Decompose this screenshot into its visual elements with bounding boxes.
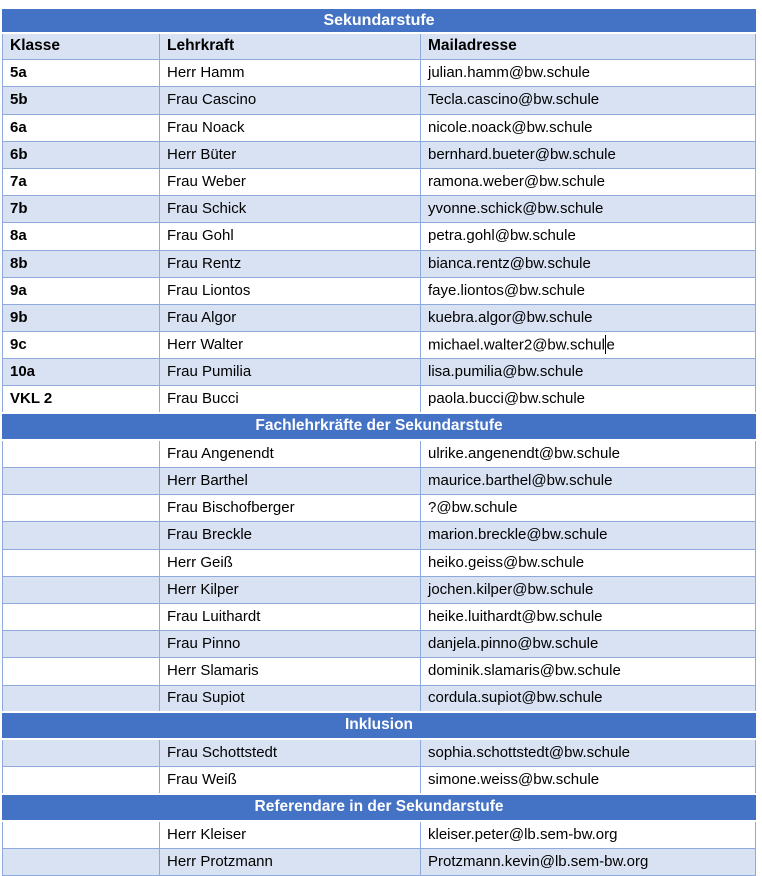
klasse-cell[interactable]: 8b — [3, 250, 160, 277]
table-row — [3, 522, 756, 549]
mail-cell[interactable]: faye.liontos@bw.schule — [421, 277, 756, 304]
klasse-cell[interactable]: 6a — [3, 114, 160, 141]
mail-cell[interactable]: michael.walter2@bw.schul e — [421, 332, 756, 359]
klasse-cell[interactable]: 9a — [3, 277, 160, 304]
mail-cell[interactable]: kuebra.algor@bw.schule — [421, 304, 756, 331]
text-cursor — [605, 335, 607, 354]
klasse-cell[interactable] — [3, 440, 160, 467]
table-row — [3, 168, 756, 195]
lehrkraft-cell[interactable]: Frau Weber — [160, 168, 421, 195]
table-body — [3, 10, 756, 876]
mail-cell[interactable]: heike.luithardt@bw.schule — [421, 603, 756, 630]
klasse-cell[interactable] — [3, 739, 160, 766]
table-row — [3, 60, 756, 87]
lehrkraft-cell[interactable]: Frau Angenendt — [160, 440, 421, 467]
mail-cell[interactable]: cordula.supiot@bw.schule — [421, 685, 756, 712]
klasse-cell[interactable]: 10a — [3, 359, 160, 386]
section-header-row — [3, 413, 756, 440]
mail-cell[interactable]: jochen.kilper@bw.schule — [421, 576, 756, 603]
lehrkraft-cell[interactable]: Herr Protzmann — [160, 848, 421, 875]
table-row — [3, 739, 756, 766]
table-row — [3, 196, 756, 223]
mail-cell[interactable]: ramona.weber@bw.schule — [421, 168, 756, 195]
section-header[interactable]: Fachlehrkräfte der Sekundarstufe — [3, 413, 756, 440]
table-row — [3, 468, 756, 495]
mail-cell[interactable]: bernhard.bueter@bw.schule — [421, 141, 756, 168]
lehrkraft-cell[interactable]: Frau Gohl — [160, 223, 421, 250]
klasse-cell[interactable]: 5b — [3, 87, 160, 114]
lehrkraft-cell[interactable]: Herr Slamaris — [160, 658, 421, 685]
section-header-row — [3, 712, 756, 739]
klasse-cell[interactable] — [3, 848, 160, 875]
klasse-cell[interactable] — [3, 821, 160, 848]
lehrkraft-cell[interactable]: Frau Liontos — [160, 277, 421, 304]
mail-cell[interactable]: Protzmann.kevin@lb.sem-bw.org — [421, 848, 756, 875]
column-header-row — [3, 33, 756, 60]
klasse-cell[interactable] — [3, 576, 160, 603]
lehrkraft-cell[interactable]: Frau Algor — [160, 304, 421, 331]
mail-cell[interactable]: paola.bucci@bw.schule — [421, 386, 756, 413]
mail-cell[interactable]: kleiser.peter@lb.sem-bw.org — [421, 821, 756, 848]
lehrkraft-cell[interactable]: Frau Breckle — [160, 522, 421, 549]
lehrkraft-cell[interactable]: Frau Weiß — [160, 767, 421, 794]
mail-cell[interactable]: Tecla.cascino@bw.schule — [421, 87, 756, 114]
klasse-cell[interactable]: VKL 2 — [3, 386, 160, 413]
section-header[interactable]: Referendare in der Sekundarstufe — [3, 794, 756, 821]
klasse-cell[interactable]: 7b — [3, 196, 160, 223]
table-row — [3, 495, 756, 522]
table-row — [3, 250, 756, 277]
table-row — [3, 332, 756, 359]
column-header-lehrkraft[interactable]: Lehrkraft — [160, 33, 421, 60]
klasse-cell[interactable] — [3, 522, 160, 549]
table-row — [3, 767, 756, 794]
table-title[interactable]: Sekundarstufe — [3, 10, 756, 33]
mail-cell[interactable]: dominik.slamaris@bw.schule — [421, 658, 756, 685]
mail-cell[interactable]: heiko.geiss@bw.schule — [421, 549, 756, 576]
table-row — [3, 440, 756, 467]
lehrkraft-cell[interactable]: Frau Bischofberger — [160, 495, 421, 522]
klasse-cell[interactable] — [3, 495, 160, 522]
table-row — [3, 631, 756, 658]
klasse-cell[interactable]: 5a — [3, 60, 160, 87]
table-row — [3, 549, 756, 576]
klasse-cell[interactable]: 9b — [3, 304, 160, 331]
document-page — [2, 9, 755, 876]
mail-cell[interactable]: lisa.pumilia@bw.schule — [421, 359, 756, 386]
klasse-cell[interactable] — [3, 767, 160, 794]
mail-cell[interactable]: maurice.barthel@bw.schule — [421, 468, 756, 495]
lehrkraft-cell[interactable]: Frau Noack — [160, 114, 421, 141]
lehrkraft-cell[interactable]: Herr Büter — [160, 141, 421, 168]
table-row — [3, 223, 756, 250]
table-title-row — [3, 10, 756, 33]
lehrkraft-cell[interactable]: Herr Geiß — [160, 549, 421, 576]
table-row — [3, 141, 756, 168]
lehrkraft-cell[interactable]: Frau Luithardt — [160, 603, 421, 630]
section-header[interactable]: Inklusion — [3, 712, 756, 739]
table-row — [3, 304, 756, 331]
lehrkraft-cell[interactable]: Frau Cascino — [160, 87, 421, 114]
mail-cell[interactable]: bianca.rentz@bw.schule — [421, 250, 756, 277]
klasse-cell[interactable] — [3, 549, 160, 576]
mail-cell[interactable]: sophia.schottstedt@bw.schule — [421, 739, 756, 766]
lehrkraft-cell[interactable]: Frau Pinno — [160, 631, 421, 658]
table-row — [3, 386, 756, 413]
column-header-mailadresse[interactable]: Mailadresse — [421, 33, 756, 60]
klasse-cell[interactable] — [3, 631, 160, 658]
mail-cell[interactable]: petra.gohl@bw.schule — [421, 223, 756, 250]
table-row — [3, 277, 756, 304]
lehrkraft-cell[interactable]: Frau Schick — [160, 196, 421, 223]
klasse-cell[interactable] — [3, 685, 160, 712]
klasse-cell[interactable]: 7a — [3, 168, 160, 195]
klasse-cell[interactable]: 8a — [3, 223, 160, 250]
klasse-cell[interactable]: 9c — [3, 332, 160, 359]
lehrkraft-cell[interactable]: Herr Barthel — [160, 468, 421, 495]
lehrkraft-cell[interactable]: Frau Rentz — [160, 250, 421, 277]
mail-cell[interactable]: simone.weiss@bw.schule — [421, 767, 756, 794]
table-row — [3, 359, 756, 386]
table-row — [3, 114, 756, 141]
table-row — [3, 848, 756, 875]
klasse-cell[interactable] — [3, 658, 160, 685]
lehrkraft-cell[interactable]: Herr Kleiser — [160, 821, 421, 848]
mail-cell[interactable]: julian.hamm@bw.schule — [421, 60, 756, 87]
section-header-row — [3, 794, 756, 821]
mail-cell[interactable]: ?@bw.schule — [421, 495, 756, 522]
table-row — [3, 685, 756, 712]
klasse-cell[interactable]: 6b — [3, 141, 160, 168]
mail-cell[interactable]: marion.breckle@bw.schule — [421, 522, 756, 549]
lehrkraft-cell[interactable]: Frau Bucci — [160, 386, 421, 413]
klasse-cell[interactable] — [3, 468, 160, 495]
mail-cell[interactable]: nicole.noack@bw.schule — [421, 114, 756, 141]
lehrkraft-cell[interactable]: Herr Walter — [160, 332, 421, 359]
mail-cell[interactable]: ulrike.angenendt@bw.schule — [421, 440, 756, 467]
mail-cell[interactable]: yvonne.schick@bw.schule — [421, 196, 756, 223]
table-row — [3, 603, 756, 630]
table-row — [3, 658, 756, 685]
teacher-mail-table — [2, 9, 756, 876]
lehrkraft-cell[interactable]: Herr Kilper — [160, 576, 421, 603]
table-row — [3, 87, 756, 114]
lehrkraft-cell[interactable]: Frau Supiot — [160, 685, 421, 712]
column-header-klasse[interactable]: Klasse — [3, 33, 160, 60]
klasse-cell[interactable] — [3, 603, 160, 630]
lehrkraft-cell[interactable]: Frau Schottstedt — [160, 739, 421, 766]
mail-cell[interactable]: danjela.pinno@bw.schule — [421, 631, 756, 658]
lehrkraft-cell[interactable]: Frau Pumilia — [160, 359, 421, 386]
table-row — [3, 576, 756, 603]
lehrkraft-cell[interactable]: Herr Hamm — [160, 60, 421, 87]
table-row — [3, 821, 756, 848]
